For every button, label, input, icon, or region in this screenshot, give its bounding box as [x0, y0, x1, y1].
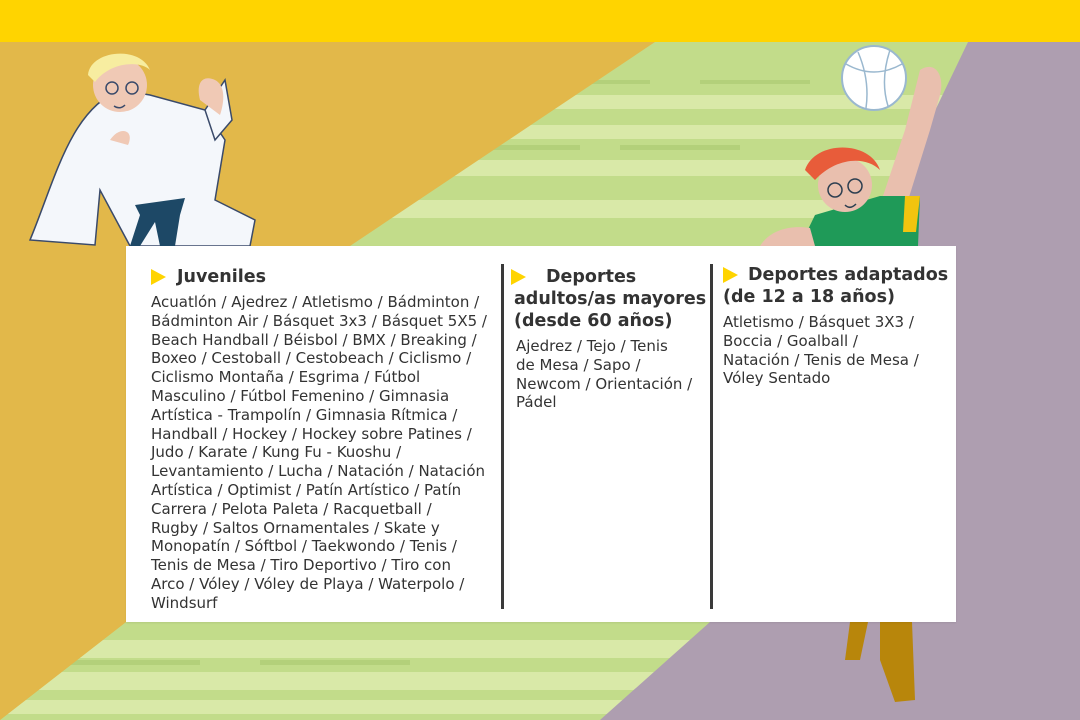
mayores-title-line: adultos/as mayores — [514, 289, 707, 309]
triangle-bullet-icon — [723, 267, 738, 283]
sports-list-line: Bádminton Air / Básquet 3x3 / Básquet 5X5 / — [151, 311, 487, 330]
sports-list-line: Natación / Tenis de Mesa / — [723, 350, 919, 369]
mayores-sports-list — [514, 337, 710, 412]
sports-list-line: Monopatín / Sóftbol / Taekwondo / Tenis / — [151, 537, 457, 556]
sports-list-line: Newcom / Orientación / — [516, 374, 693, 393]
mayores-title-line: Deportes — [546, 267, 637, 287]
column-divider — [710, 264, 713, 609]
triangle-bullet-icon — [511, 269, 526, 285]
mayores-column — [514, 266, 710, 412]
adaptados-title-line: (de 12 a 18 años) — [723, 287, 895, 307]
sports-list-line: Levantamiento / Lucha / Natación / Natación — [151, 462, 486, 481]
sports-list-line: Vóley Sentado — [723, 369, 831, 388]
triangle-bullet-icon — [151, 269, 166, 285]
juveniles-title: Juveniles — [177, 267, 266, 287]
sports-list-line: Judo / Karate / Kung Fu - Kuoshu / — [151, 443, 402, 462]
adaptados-column — [723, 264, 955, 388]
sports-list-line: Atletismo / Básquet 3X3 / — [723, 313, 914, 331]
sports-list-line: Beach Handball / Béisbol / BMX / Breaking / — [151, 330, 477, 349]
adaptados-heading — [723, 264, 955, 308]
adaptados-sports-list — [723, 313, 955, 388]
juveniles-column — [151, 266, 503, 613]
sports-list-line: de Mesa / Sapo / — [516, 355, 641, 374]
sports-list-line: Masculino / Fútbol Femenino / Gimnasia — [151, 386, 450, 405]
sports-list-line: Artística / Optimist / Patín Artístico / Patín — [151, 480, 462, 499]
mayores-heading — [514, 266, 710, 332]
sports-list-line: Pádel — [516, 393, 557, 412]
sports-list-line: Ciclismo Montaña / Esgrima / Fútbol — [151, 368, 421, 387]
sports-list-line: Handball / Hockey / Hockey sobre Patines / — [151, 424, 472, 443]
sports-list-line: Windsurf — [151, 593, 218, 612]
sports-list-line: Ajedrez / Tejo / Tenis — [516, 337, 668, 355]
sports-list-line: Artística - Trampolín / Gimnasia Rítmica / — [151, 405, 458, 424]
juveniles-heading — [151, 266, 503, 288]
mayores-title-line: (desde 60 años) — [514, 311, 673, 331]
juveniles-sports-list — [151, 293, 503, 613]
sports-card — [126, 246, 956, 622]
volleyball-icon — [842, 46, 906, 110]
sports-list-line: Boxeo / Cestoball / Cestobeach / Ciclismo / — [151, 349, 472, 368]
sports-list-line: Carrera / Pelota Paleta / Racquetball / — [151, 499, 432, 518]
sports-list-line: Rugby / Saltos Ornamentales / Skate y — [151, 518, 440, 537]
sports-list-line: Boccia / Goalball / — [723, 331, 858, 350]
adaptados-title-line: Deportes adaptados — [748, 265, 949, 285]
sports-list-line: Arco / Vóley / Vóley de Playa / Waterpolo / — [151, 574, 465, 593]
sports-list-line: Tenis de Mesa / Tiro Deportivo / Tiro con — [151, 556, 451, 575]
sports-list-line: Acuatlón / Ajedrez / Atletismo / Bádminton / — [151, 293, 480, 311]
